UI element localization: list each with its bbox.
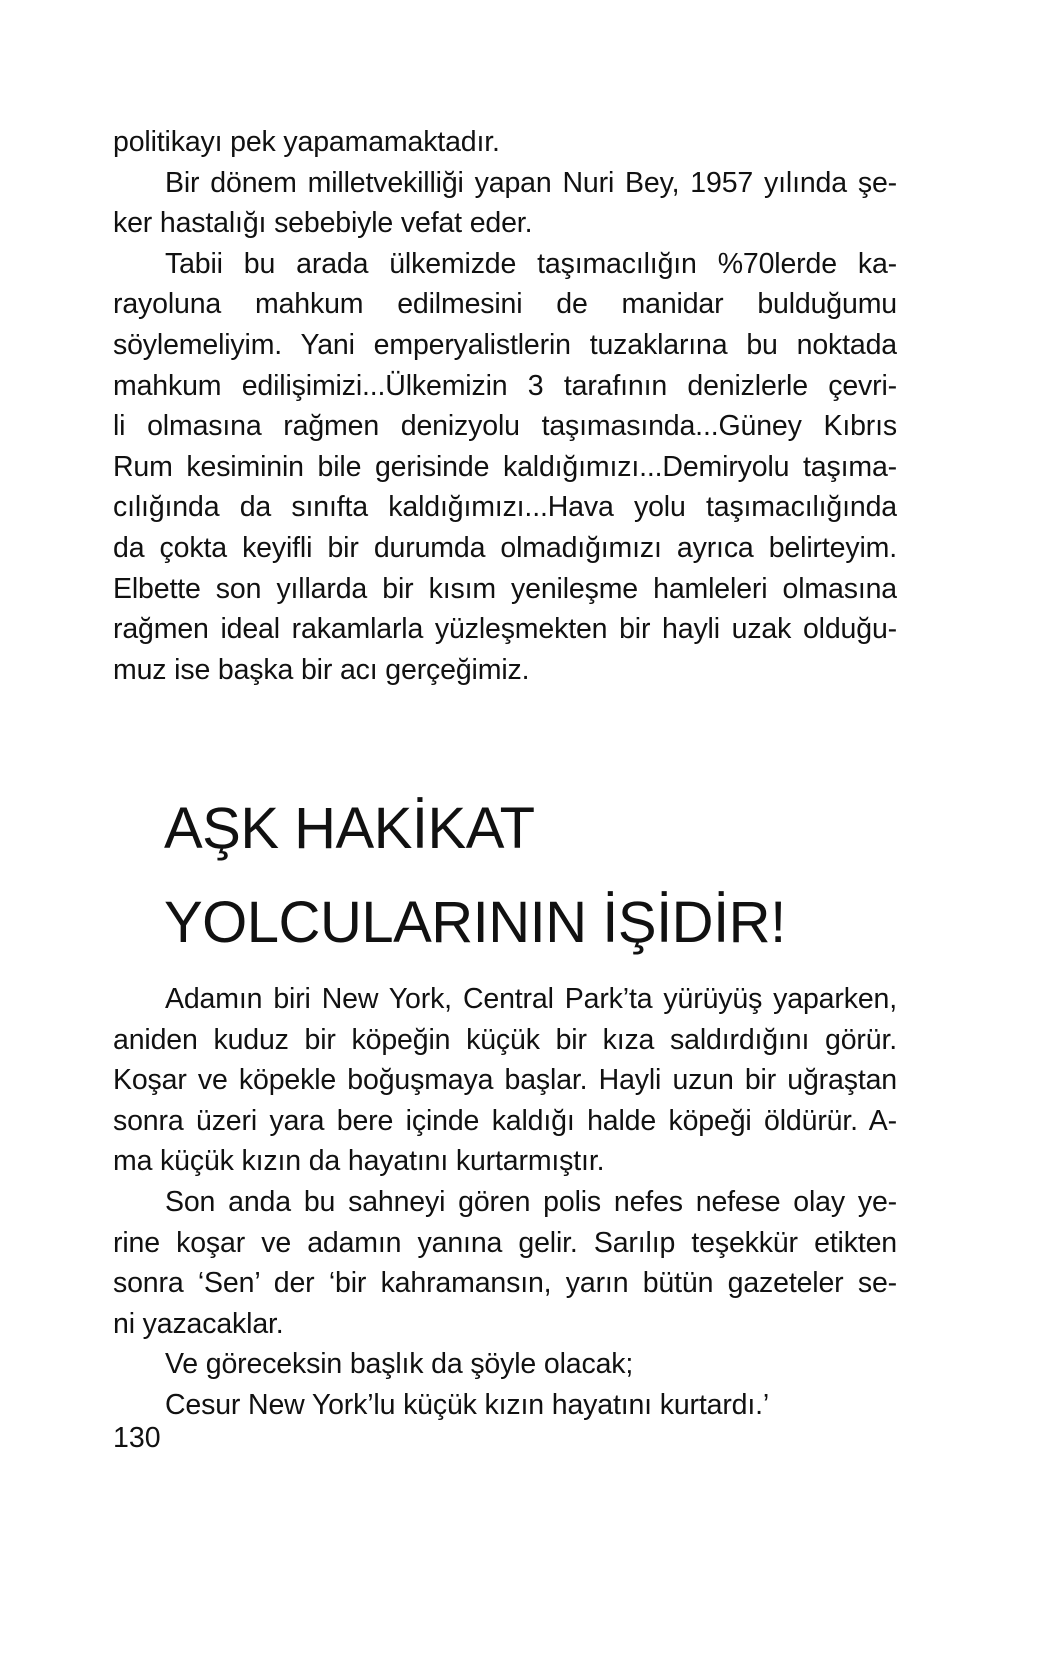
text-line: Adamın biri New York, Central Park’ta yürüyüş yaparken, (165, 983, 897, 1015)
text-line: Tabii bu arada ülkemizde taşımacılığın %70lerde ka- (165, 247, 897, 280)
text-line: söylemeliyim. Yani emperyalistlerin tuzaklarına bu noktada (113, 328, 897, 361)
page-number: 130 (113, 1422, 161, 1454)
chapter-title-line-2: YOLCULARININ İŞİDİR! (164, 890, 786, 955)
text-line: politikayı pek yapamamaktadır. (113, 126, 500, 158)
text-line: Son anda bu sahneyi gören polis nefes nefese olay ye- (165, 1185, 897, 1218)
text-line: ni yazacaklar. (113, 1307, 284, 1340)
chapter-title-line-1: AŞK HAKİKAT (164, 796, 535, 861)
text-line: rine koşar ve adamın yanına gelir. Sarılıp teşekkür etikten (113, 1226, 897, 1259)
text-line: rayoluna mahkum edilmesini de manidar bulduğumu (113, 288, 897, 321)
text-line: aniden kuduz bir köpeğin küçük bir kıza saldırdığını görür. (113, 1023, 897, 1056)
text-line: Rum kesiminin bile gerisinde kaldığımızı...Demiryolu taşıma- (113, 450, 897, 483)
text-line: mahkum edilişimizi...Ülkemizin 3 tarafının denizlerle çevri- (113, 369, 897, 402)
paragraph-section-2 (113, 979, 897, 1426)
text-line: Cesur New York’lu küçük kızın hayatını kurtardı.’ (165, 1388, 770, 1421)
text-line: rağmen ideal rakamlarla yüzleşmekten bir hayli uzak olduğu- (113, 613, 897, 646)
text-line: cılığında da sınıfta kaldığımızı...Hava yolu taşımacılığında (113, 491, 897, 524)
text-line: muz ise başka bir acı gerçeğimiz. (113, 653, 530, 686)
text-line: sonra üzeri yara bere içinde kaldığı halde köpeği öldürür. A- (113, 1104, 897, 1137)
text-line: ma küçük kızın da hayatını kurtarmıştır. (113, 1145, 605, 1178)
text-line: Ve göreceksin başlık da şöyle olacak; (165, 1348, 634, 1381)
paragraph-section-1 (113, 122, 897, 690)
text-line: da çokta keyifli bir durumda olmadığımızı ayrıca belirteyim. (113, 531, 897, 564)
text-line: Koşar ve köpekle boğuşmaya başlar. Hayli uzun bir uğraştan (113, 1064, 897, 1097)
text-line: li olmasına rağmen denizyolu taşımasında...Güney Kıbrıs (113, 410, 897, 443)
text-line: Bir dönem milletvekilliği yapan Nuri Bey, 1957 yılında şe- (165, 166, 897, 199)
text-line: ker hastalığı sebebiyle vefat eder. (113, 207, 533, 240)
chapter-title (164, 782, 924, 970)
text-line: Elbette son yıllarda bir kısım yenileşme hamleleri olmasına (113, 572, 897, 605)
text-line: sonra ‘Sen’ der ‘bir kahramansın, yarın bütün gazeteler se- (113, 1267, 897, 1300)
